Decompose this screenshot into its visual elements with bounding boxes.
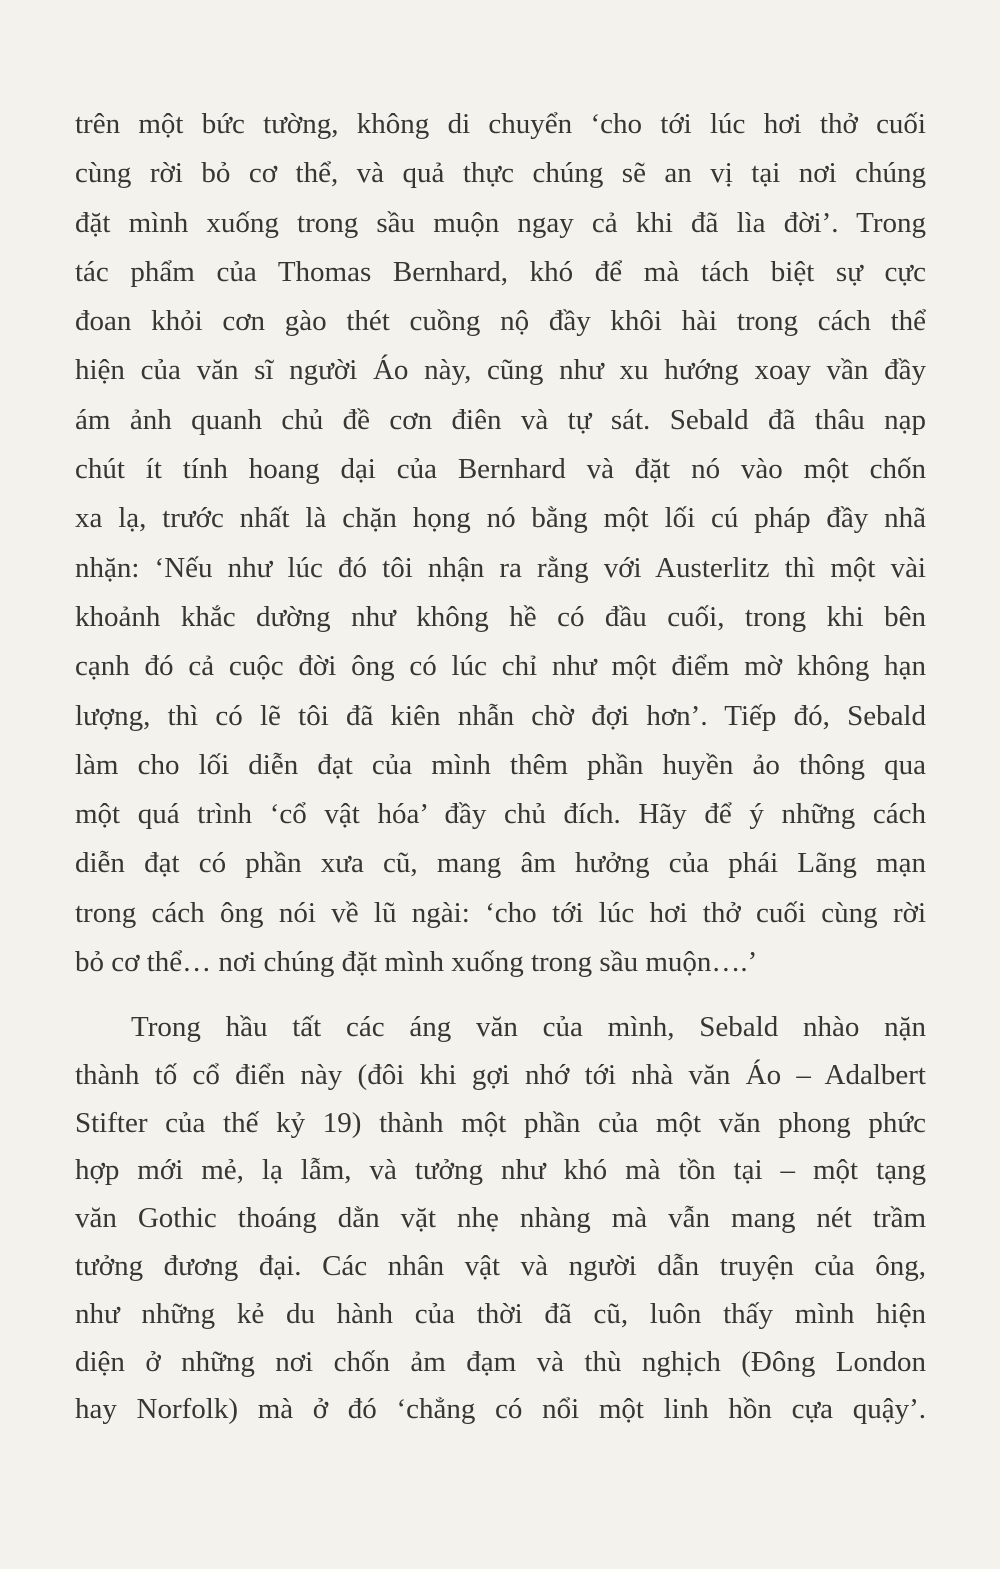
text-line: lượng, thì có lẽ tôi đã kiên nhẫn chờ đợi hơn’. Tiếp đó, Sebald xyxy=(75,699,926,732)
text-line: văn Gothic thoáng dằn vặt nhẹ nhàng mà vẫn mang nét trầm xyxy=(75,1202,926,1235)
text-line: đoan khỏi cơn gào thét cuồng nộ đầy khôi hài trong cách thể xyxy=(75,305,926,338)
text-line: khoảnh khắc dường như không hề có đầu cuối, trong khi bên xyxy=(75,600,926,633)
text-line: nhặn: ‘Nếu như lúc đó tôi nhận ra rằng với Austerlitz thì một vài xyxy=(75,551,926,584)
text-line: cùng rời bỏ cơ thể, và quả thực chúng sẽ an vị tại nơi chúng xyxy=(75,157,926,190)
text-line: trong cách ông nói về lũ ngài: ‘cho tới lúc hơi thở cuối cùng rời xyxy=(75,896,926,929)
text-line: hiện của văn sĩ người Áo này, cũng như xu hướng xoay vần đầy xyxy=(75,354,926,387)
text-line: hay Norfolk) mà ở đó ‘chẳng có nổi một linh hồn cựa quậy’. xyxy=(75,1393,926,1426)
text-line: ám ảnh quanh chủ đề cơn điên và tự sát. Sebald đã thâu nạp xyxy=(75,403,926,436)
text-line: diện ở những nơi chốn ảm đạm và thù nghịch (Đông London xyxy=(75,1345,926,1378)
text-line: Trong hầu tất các áng văn của mình, Sebald nhào nặn xyxy=(131,1011,926,1043)
paragraph-1 xyxy=(75,100,926,987)
text-line: cạnh đó cả cuộc đời ông có lúc chỉ như một điểm mờ không hạn xyxy=(75,650,926,683)
text-line: bỏ cơ thể… nơi chúng đặt mình xuống trong sầu muộn….’ xyxy=(75,946,758,979)
text-line: trên một bức tường, không di chuyển ‘cho tới lúc hơi thở cuối xyxy=(75,108,926,140)
text-line: làm cho lối diễn đạt của mình thêm phần huyền ảo thông qua xyxy=(75,748,926,781)
text-line: chút ít tính hoang dại của Bernhard và đặt nó vào một chốn xyxy=(75,453,926,486)
text-line: thành tố cổ điển này (đôi khi gợi nhớ tới nhà văn Áo – Adalbert xyxy=(75,1058,926,1091)
text-line: xa lạ, trước nhất là chặn họng nó bằng một lối cú pháp đầy nhã xyxy=(75,502,926,535)
text-line: một quá trình ‘cổ vật hóa’ đầy chủ đích. Hãy để ý những cách xyxy=(75,798,926,831)
paragraph-2 xyxy=(75,1004,926,1434)
text-line: Stifter của thế kỷ 19) thành một phần của một văn phong phức xyxy=(75,1106,926,1139)
text-line: diễn đạt có phần xưa cũ, mang âm hưởng của phái Lãng mạn xyxy=(75,847,926,880)
text-line: tác phẩm của Thomas Bernhard, khó để mà tách biệt sự cực xyxy=(75,255,926,288)
text-line: hợp mới mẻ, lạ lẫm, và tưởng như khó mà tồn tại – một tạng xyxy=(75,1154,926,1187)
text-line: tưởng đương đại. Các nhân vật và người dẫn truyện của ông, xyxy=(75,1249,926,1282)
book-page xyxy=(75,100,926,1426)
text-line: đặt mình xuống trong sầu muộn ngay cả khi đã lìa đời’. Trong xyxy=(75,206,926,239)
text-line: như những kẻ du hành của thời đã cũ, luôn thấy mình hiện xyxy=(75,1297,926,1330)
